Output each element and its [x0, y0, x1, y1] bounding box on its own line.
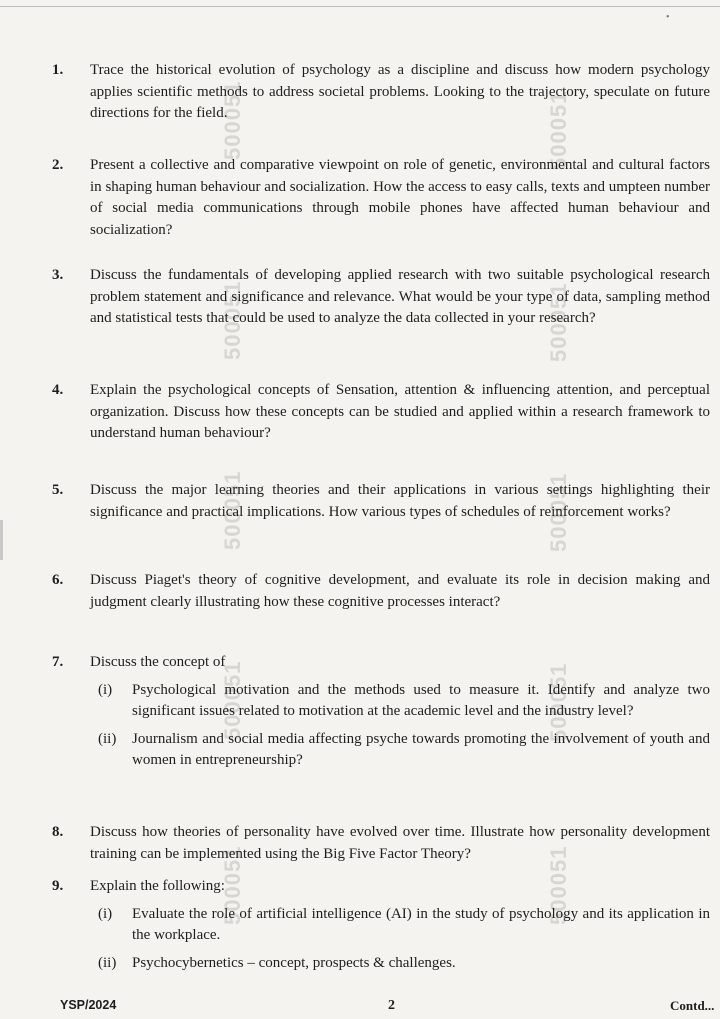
- watermark: 500051: [546, 662, 571, 742]
- question-text: Trace the historical evolution of psychology as a discipline and discuss how modern psychology applies scientific methods to address societal problems. Looking to the trajectory, speculate on future directions for the field.: [90, 62, 710, 121]
- watermark: 500051: [220, 280, 245, 360]
- sub-question-label: (ii): [98, 730, 117, 747]
- question-number: 2.: [52, 157, 64, 173]
- sub-question-text: Psychological motivation and the methods used to measure it. Identify and analyze two significant issues related to motivation at the academic level and the industry level?: [132, 681, 710, 719]
- sub-question-text: Journalism and social media affecting psyche towards promoting the involvement of youth and women in entrepreneurship?: [132, 730, 710, 768]
- question-number: 9.: [52, 878, 64, 894]
- question-text: Discuss Piaget's theory of cognitive development, and evaluate its role in decision making and judgment clearly illustrating how these cognitive processes interact?: [90, 572, 710, 610]
- question-number: 8.: [52, 824, 64, 840]
- watermark: 500051: [220, 660, 245, 740]
- watermark: 500051: [220, 845, 245, 925]
- watermark: 500051: [546, 90, 571, 170]
- question-number: 5.: [52, 482, 64, 498]
- sub-question-ii: [90, 953, 710, 975]
- watermark: 500051: [220, 470, 245, 550]
- sub-question-i: [90, 904, 710, 947]
- sub-question-ii: [90, 729, 710, 772]
- sub-question-label: (i): [98, 905, 113, 922]
- watermark: 500051: [220, 80, 245, 160]
- question-number: 6.: [52, 572, 64, 588]
- question-text: Explain the psychological concepts of Sensation, attention & influencing attention, and perceptual organization. Discuss how these concepts can be studied and applied within a research framework to understand human behaviour?: [90, 382, 710, 441]
- sub-question-i: [90, 680, 710, 723]
- question-text: Discuss the fundamentals of developing applied research with two suitable psychological research problem statement and significance and relevance. What would be your type of data, sampling method and statistical tests that could be used to analyze the data collected in your research?: [90, 267, 710, 326]
- sub-question-label: (ii): [98, 954, 117, 971]
- sub-question-text: Evaluate the role of artificial intelligence (AI) in the study of psychology and its application in the workplace.: [132, 905, 710, 943]
- top-mark: •: [666, 12, 670, 23]
- question-text: Discuss how theories of personality have evolved over time. Illustrate how personality development training can be implemented using the Big Five Factor Theory?: [90, 824, 710, 862]
- question-number: 7.: [52, 654, 64, 670]
- question-text: Explain the following:: [90, 878, 225, 894]
- question-text: Present a collective and comparative viewpoint on role of genetic, environmental and cultural factors in shaping human behaviour and socialization. How the access to easy calls, texts and umpteen number of social media communications through mobile phones have affected human behaviour and socialization?: [90, 157, 710, 238]
- watermark: 500051: [546, 282, 571, 362]
- watermark: 500051: [546, 472, 571, 552]
- continued-label: Contd...: [670, 998, 715, 1013]
- question-number: 3.: [52, 267, 64, 283]
- question-body: [90, 876, 710, 974]
- question-number: 1.: [52, 62, 64, 78]
- watermark: 500051: [546, 845, 571, 925]
- scan-edge: [0, 520, 3, 560]
- exam-code: YSP/2024: [60, 998, 117, 1012]
- question-text: Discuss the major learning theories and their applications in various settings highlighting their significance and practical implications. How various types of schedules of reinforcement works?: [90, 482, 710, 520]
- sub-question-text: Psychocybernetics – concept, prospects & challenges.: [132, 954, 456, 971]
- page-number: 2: [388, 998, 395, 1013]
- top-rule: [0, 6, 720, 7]
- sub-question-label: (i): [98, 681, 113, 698]
- question-body: [90, 652, 710, 772]
- question-text: Discuss the concept of: [90, 654, 226, 670]
- question-number: 4.: [52, 382, 64, 398]
